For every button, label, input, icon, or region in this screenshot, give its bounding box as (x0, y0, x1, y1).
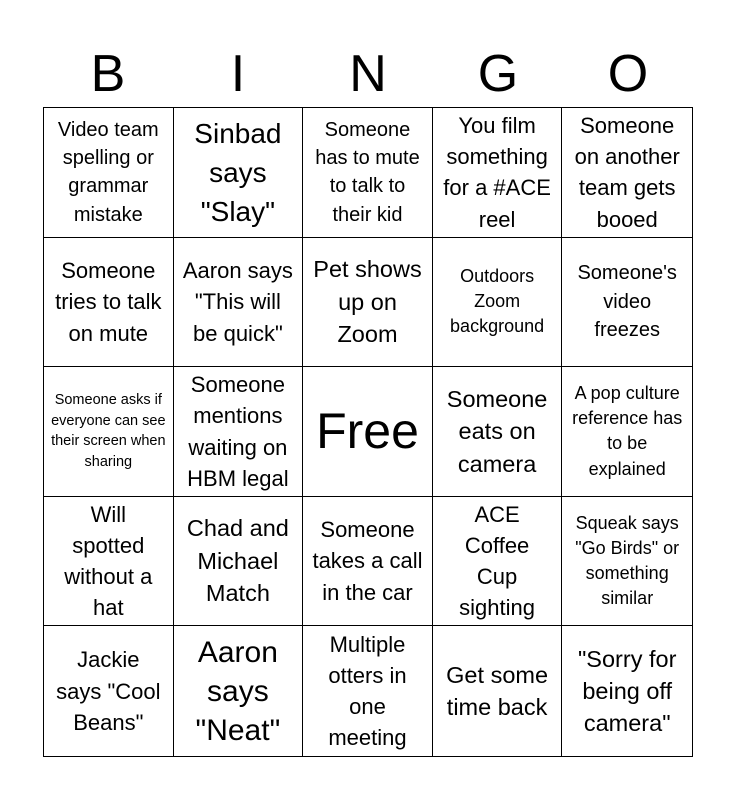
bingo-cell-n1[interactable] (303, 108, 433, 238)
bingo-cell-text: A pop culture reference has to be explained (572, 383, 683, 479)
bingo-cell-o5[interactable] (562, 626, 692, 756)
bingo-cell-i4[interactable] (174, 497, 304, 627)
bingo-cell-text: Multiple otters in one meeting (328, 631, 407, 751)
bingo-cell-text: Someone has to mute to talk to their kid (315, 118, 420, 226)
bingo-cell-text: Aaron says "This will be quick" (182, 258, 293, 346)
bingo-cell-text: ACE Coffee Cup sighting (459, 501, 536, 621)
bingo-cell-text: Jackie says "Cool Beans" (56, 647, 161, 735)
bingo-cell-g2[interactable] (433, 238, 563, 368)
bingo-cell-text: Someone takes a call in the car (312, 517, 423, 605)
bingo-cell-o4[interactable] (562, 497, 692, 627)
bingo-cell-text: Get some time back (446, 661, 549, 721)
bingo-cell-n5[interactable] (303, 626, 433, 756)
bingo-cell-g4[interactable] (433, 497, 563, 627)
header-letter-i: I (230, 45, 246, 103)
bingo-cell-text: Sinbad says "Slay" (194, 117, 282, 227)
bingo-cell-o3[interactable] (562, 367, 692, 497)
bingo-cell-text: Will spotted without a hat (64, 501, 153, 621)
bingo-cell-text: Someone eats on camera (446, 385, 548, 477)
bingo-cell-g5[interactable] (433, 626, 563, 756)
bingo-cell-text: Someone tries to talk on mute (55, 258, 162, 346)
bingo-cell-text: Outdoors Zoom background (450, 266, 545, 337)
bingo-cell-g3[interactable] (433, 367, 563, 497)
bingo-cell-i2[interactable] (174, 238, 304, 368)
bingo-cell-text: Someone asks if everyone can see their screen when sharing (51, 392, 166, 471)
bingo-cell-text: Chad and Michael Match (186, 515, 289, 607)
bingo-cell-text: Someone mentions waiting on HBM legal (187, 372, 289, 491)
bingo-cell-i1[interactable] (174, 108, 304, 238)
bingo-cell-b4[interactable] (44, 497, 174, 627)
bingo-cell-n3[interactable] (303, 367, 433, 497)
header-letter-n: N (349, 45, 387, 103)
bingo-cell-text: Someone's video freezes (577, 262, 677, 342)
header-letter-o: O (607, 45, 649, 103)
bingo-cell-o2[interactable] (562, 238, 692, 368)
bingo-cell-n2[interactable] (303, 238, 433, 368)
bingo-board (43, 107, 693, 757)
bingo-cell-i5[interactable] (174, 626, 304, 756)
bingo-cell-text: Aaron says "Neat" (195, 635, 281, 747)
header-letter-b: B (90, 45, 126, 103)
bingo-cell-text: "Sorry for being off camera" (577, 645, 677, 737)
bingo-cell-text: Someone on another team gets booed (574, 112, 680, 232)
bingo-cell-n4[interactable] (303, 497, 433, 627)
bingo-cell-b1[interactable] (44, 108, 174, 238)
bingo-cell-text: Pet shows up on Zoom (313, 256, 422, 348)
bingo-cell-b2[interactable] (44, 238, 174, 368)
free-space-text: Free (316, 403, 419, 460)
bingo-header (43, 40, 693, 108)
bingo-cell-g1[interactable] (433, 108, 563, 238)
bingo-cell-text: Video team spelling or grammar mistake (57, 118, 159, 226)
bingo-cell-text: Squeak says "Go Birds" or something similar (575, 512, 680, 609)
bingo-cell-b5[interactable] (44, 626, 174, 756)
bingo-cell-b3[interactable] (44, 367, 174, 497)
bingo-cell-text: You film something for a #ACE reel (443, 112, 551, 232)
bingo-cell-i3[interactable] (174, 367, 304, 497)
header-letter-g: G (477, 45, 519, 103)
bingo-cell-o1[interactable] (562, 108, 692, 238)
